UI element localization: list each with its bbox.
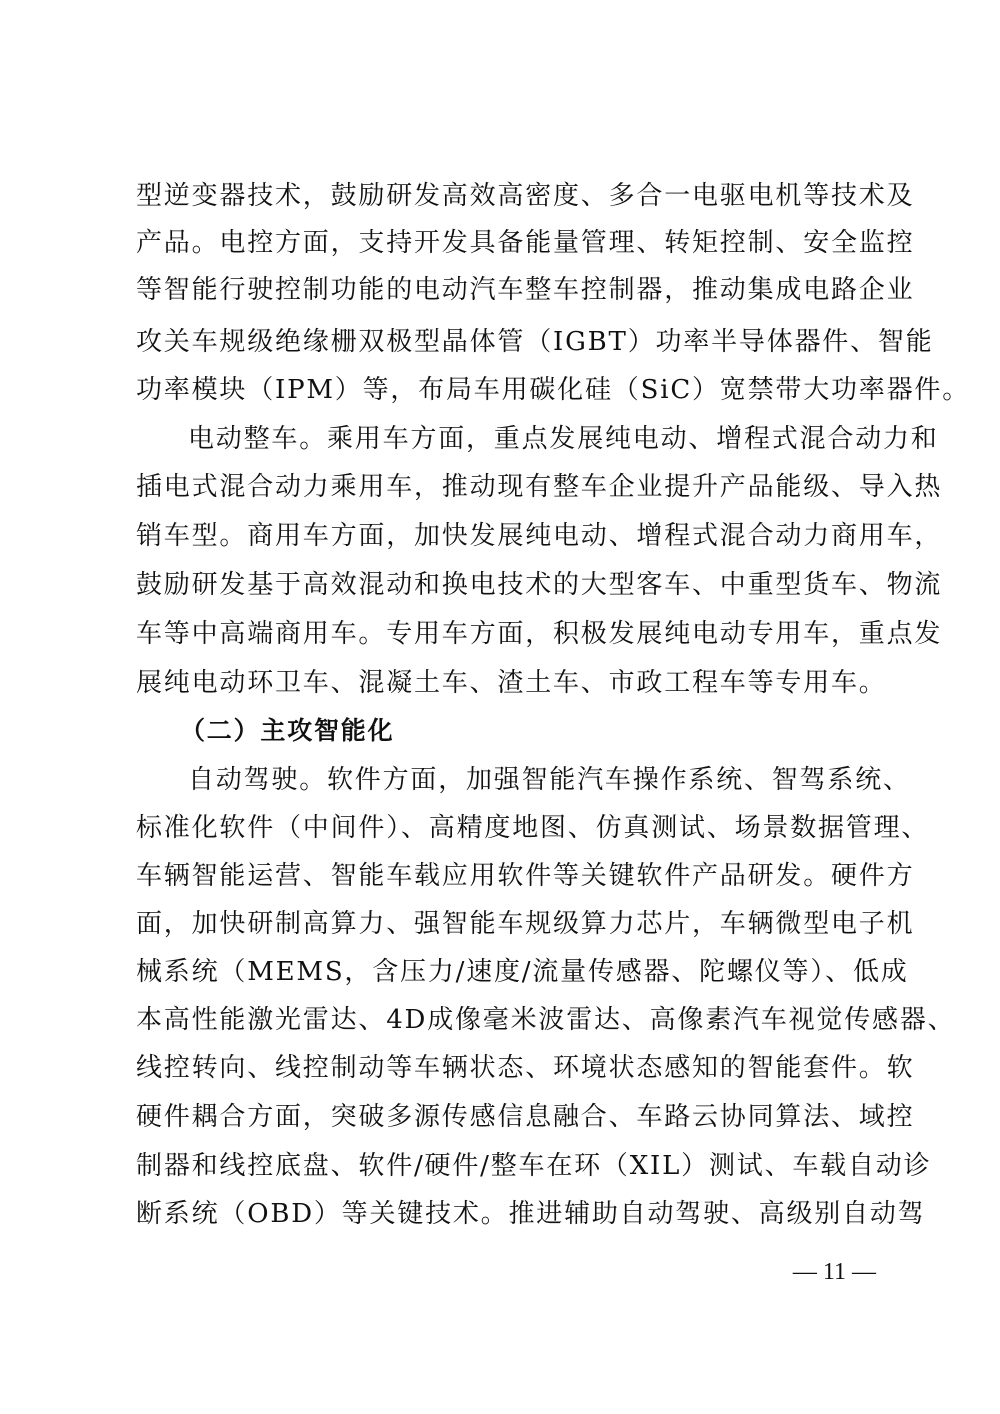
text-line-11: 展纯电动环卫车、混凝土车、渣土车、市政工程车等专用车。 (136, 668, 887, 698)
text-line-18: 本高性能激光雷达、4D成像毫米波雷达、高像素汽车视觉传感器、 (136, 1005, 956, 1035)
text-line-16: 面，加快研制高算力、强智能车规级算力芯片，车辆微型电子机 (136, 909, 915, 939)
text-line-9: 鼓励研发基于高效混动和换电技术的大型客车、中重型货车、物流 (136, 570, 943, 600)
text-line-2: 产品。电控方面，支持开发具备能量管理、转矩控制、安全监控 (136, 228, 915, 258)
text-line-10: 车等中高端商用车。专用车方面，积极发展纯电动专用车，重点发 (136, 619, 943, 649)
text-line-4: 攻关车规级绝缘栅双极型晶体管（IGBT）功率半导体器件、智能 (136, 327, 934, 357)
text-line-8: 销车型。商用车方面，加快发展纯电动、增程式混合动力商用车， (136, 521, 943, 551)
text-line-20: 硬件耦合方面，突破多源传感信息融合、车路云协同算法、域控 (136, 1102, 915, 1132)
paragraph-autonomous-driving-first-line: 自动驾驶。软件方面，加强智能汽车操作系统、智驾系统、 (188, 765, 911, 795)
text-line-22: 断系统（OBD）等关键技术。推进辅助自动驾驶、高级别自动驾 (136, 1199, 926, 1229)
text-line-1: 型逆变器技术，鼓励研发高效高密度、多合一电驱电机等技术及 (136, 181, 915, 211)
text-line-19: 线控转向、线控制动等车辆状态、环境状态感知的智能套件。软 (136, 1053, 915, 1083)
text-line-17: 械系统（MEMS，含压力/速度/流量传感器、陀螺仪等）、低成 (136, 957, 909, 987)
text-line-7: 插电式混合动力乘用车，推动现有整车企业提升产品能级、导入热 (136, 472, 943, 502)
text-line-5: 功率模块（IPM）等，布局车用碳化硅（SiC）宽禁带大功率器件。 (136, 375, 971, 405)
page-number: — 11 — (792, 1259, 876, 1285)
text-line-3: 等智能行驶控制功能的电动汽车整车控制器，推动集成电路企业 (136, 275, 915, 305)
text-line-14: 标准化软件（中间件）、高精度地图、仿真测试、场景数据管理、 (136, 813, 930, 843)
section-heading-intelligence: （二）主攻智能化 (180, 716, 395, 745)
text-line-15: 车辆智能运营、智能车载应用软件等关键软件产品研发。硬件方 (136, 861, 915, 891)
text-line-21: 制器和线控底盘、软件/硬件/整车在环（XIL）测试、车载自动诊 (136, 1151, 932, 1181)
paragraph-electric-vehicle-first-line: 电动整车。乘用车方面，重点发展纯电动、增程式混合动力和 (188, 424, 939, 454)
